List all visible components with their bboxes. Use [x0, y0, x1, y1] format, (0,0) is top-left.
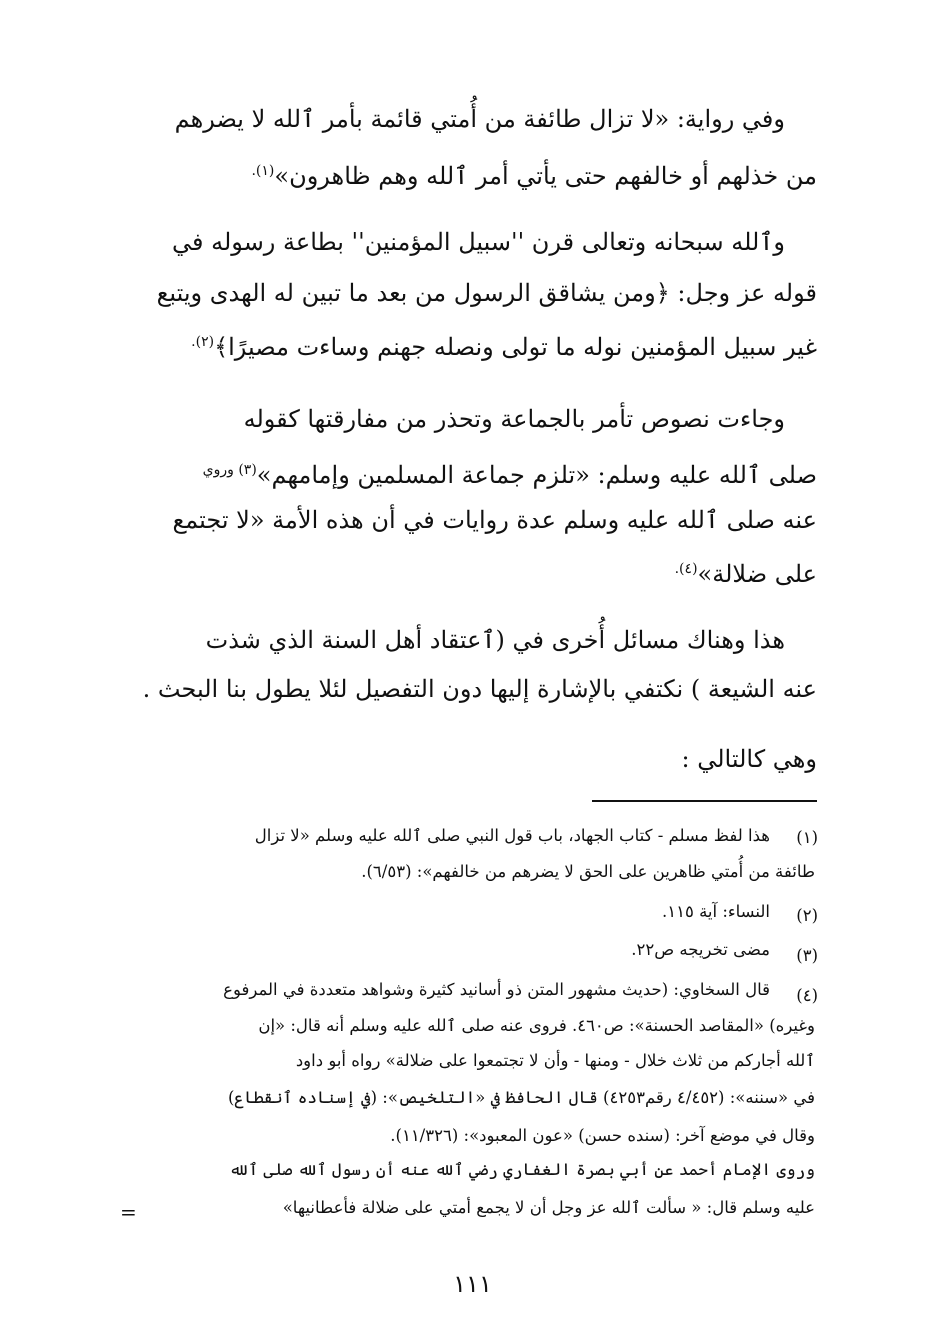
footnote-3-line-1: مضى تخريجه ص٢٢.: [631, 940, 770, 959]
paragraph-3-line-3: عنه صلى ٱلله عليه وسلم عدة روايات في أن هذه الأمة «لا تجتمع: [172, 506, 817, 534]
paragraph-1-line-1: وفي رواية: «لا تزال طائفة من أُمتي قائمة بأمر ٱلله لا يضرهم: [174, 105, 785, 133]
footnote-4-line-5: وقال في موضع آخر: (سنده حسن) «عون المعبود»: (١١/٣٢٦).: [390, 1126, 815, 1145]
footnote-ref-1: (١).: [251, 163, 275, 179]
footnote-3-number: (٣): [796, 946, 818, 965]
footnote-1-number: (١): [796, 828, 818, 847]
paragraph-3-line-1: وجاءت نصوص تأمر بالجماعة وتحذر من مفارقتها كقوله: [243, 405, 785, 433]
paragraph-1-line-2-text: من خذلهم أو خالفهم حتى يأتي أمر ٱلله وهم ظاهرون»: [274, 162, 817, 190]
footnote-4-line-4: في «سننه»: (٤/٤٥٢ رقم٤٢٥٣) قال الحافظ في «التلخيص»: (في إسناده ٱنقطاع): [228, 1088, 815, 1107]
footnote-separator: [592, 800, 817, 802]
footnote-4-line-7: عليه وسلم قال: « سألت ٱلله عز وجل أن لا يجمع أمتي على ضلالة فأعطانيها»: [282, 1198, 815, 1217]
paragraph-3-line-4: [675, 552, 817, 591]
footnote-ref-4: (٤).: [674, 561, 698, 577]
footnote-2-line-1: النساء: آية ١١٥.: [661, 902, 770, 921]
paragraph-3-line-2: [203, 453, 817, 492]
paragraph-5-line-1: وهي كالتالي :: [681, 745, 817, 773]
footnote-2-number: (٢): [796, 906, 818, 925]
footnote-1-line-2: طائفة من أُمتي ظاهرين على الحق لا يضرهم من خالفهم»: (٦/٥٣).: [361, 862, 815, 881]
footnote-ref-2: (٢).: [191, 334, 215, 350]
paragraph-3-line-4-text: على ضلالة»: [697, 560, 817, 588]
paragraph-2-line-3-text: غير سبيل المؤمنين نوله ما تولى ونصله جهنم وساءت مصيرًا﴾: [214, 333, 817, 361]
paragraph-2-line-2: قوله عز وجل: ﴿ومن يشاقق الرسول من بعد ما تبين له الهدى ويتبع: [156, 279, 817, 307]
footnote-1-line-1: هذا لفظ مسلم - كتاب الجهاد، باب قول النبي صلى ٱلله عليه وسلم «لا تزال: [254, 826, 770, 845]
footnote-ref-3: (٣) وروي: [202, 462, 257, 478]
paragraph-3-line-2-text: صلى ٱلله عليه وسلم: «تلزم جماعة المسلمين وإمامهم»: [256, 461, 817, 489]
paragraph-4-line-1: هذا وهناك مسائل أُخرى في (ٱعتقاد أهل السنة الذي شذت: [205, 626, 785, 654]
footnote-4-line-3: ٱلله أجاركم من ثلاث خلال - ومنها - وأن لا تجتمعوا على ضلالة» رواه أبو داود: [295, 1051, 815, 1070]
footnote-4-line-1: قال السخاوي: (حديث مشهور المتن ذو أسانيد كثيرة وشواهد متعددة في المرفوع: [223, 980, 770, 999]
page-number: ١١١: [453, 1270, 492, 1298]
footnote-4-line-2: وغيره) «المقاصد الحسنة»: ص٤٦٠. فروى عنه صلى ٱلله عليه وسلم أنه قال: «إن: [258, 1016, 815, 1035]
paragraph-4-line-2: عنه الشيعة ) نكتفي بالإشارة إليها دون التفصيل لئلا يطول بنا البحث .: [142, 675, 817, 703]
continuation-mark: =: [120, 1200, 137, 1224]
footnote-4-line-6: وروى الإمام أحمد عن أبي بصرة الغفاري رضي ٱلله عنه أن رسول ٱلله صلى ٱلله: [229, 1160, 815, 1179]
paragraph-2-line-1: وٱلله سبحانه وتعالى قرن ''سبيل المؤمنين'' بطاعة رسوله في: [172, 228, 785, 256]
paragraph-1-line-2: [251, 154, 817, 193]
paragraph-2-line-3: [191, 325, 817, 364]
footnote-4-number: (٤): [796, 986, 818, 1005]
